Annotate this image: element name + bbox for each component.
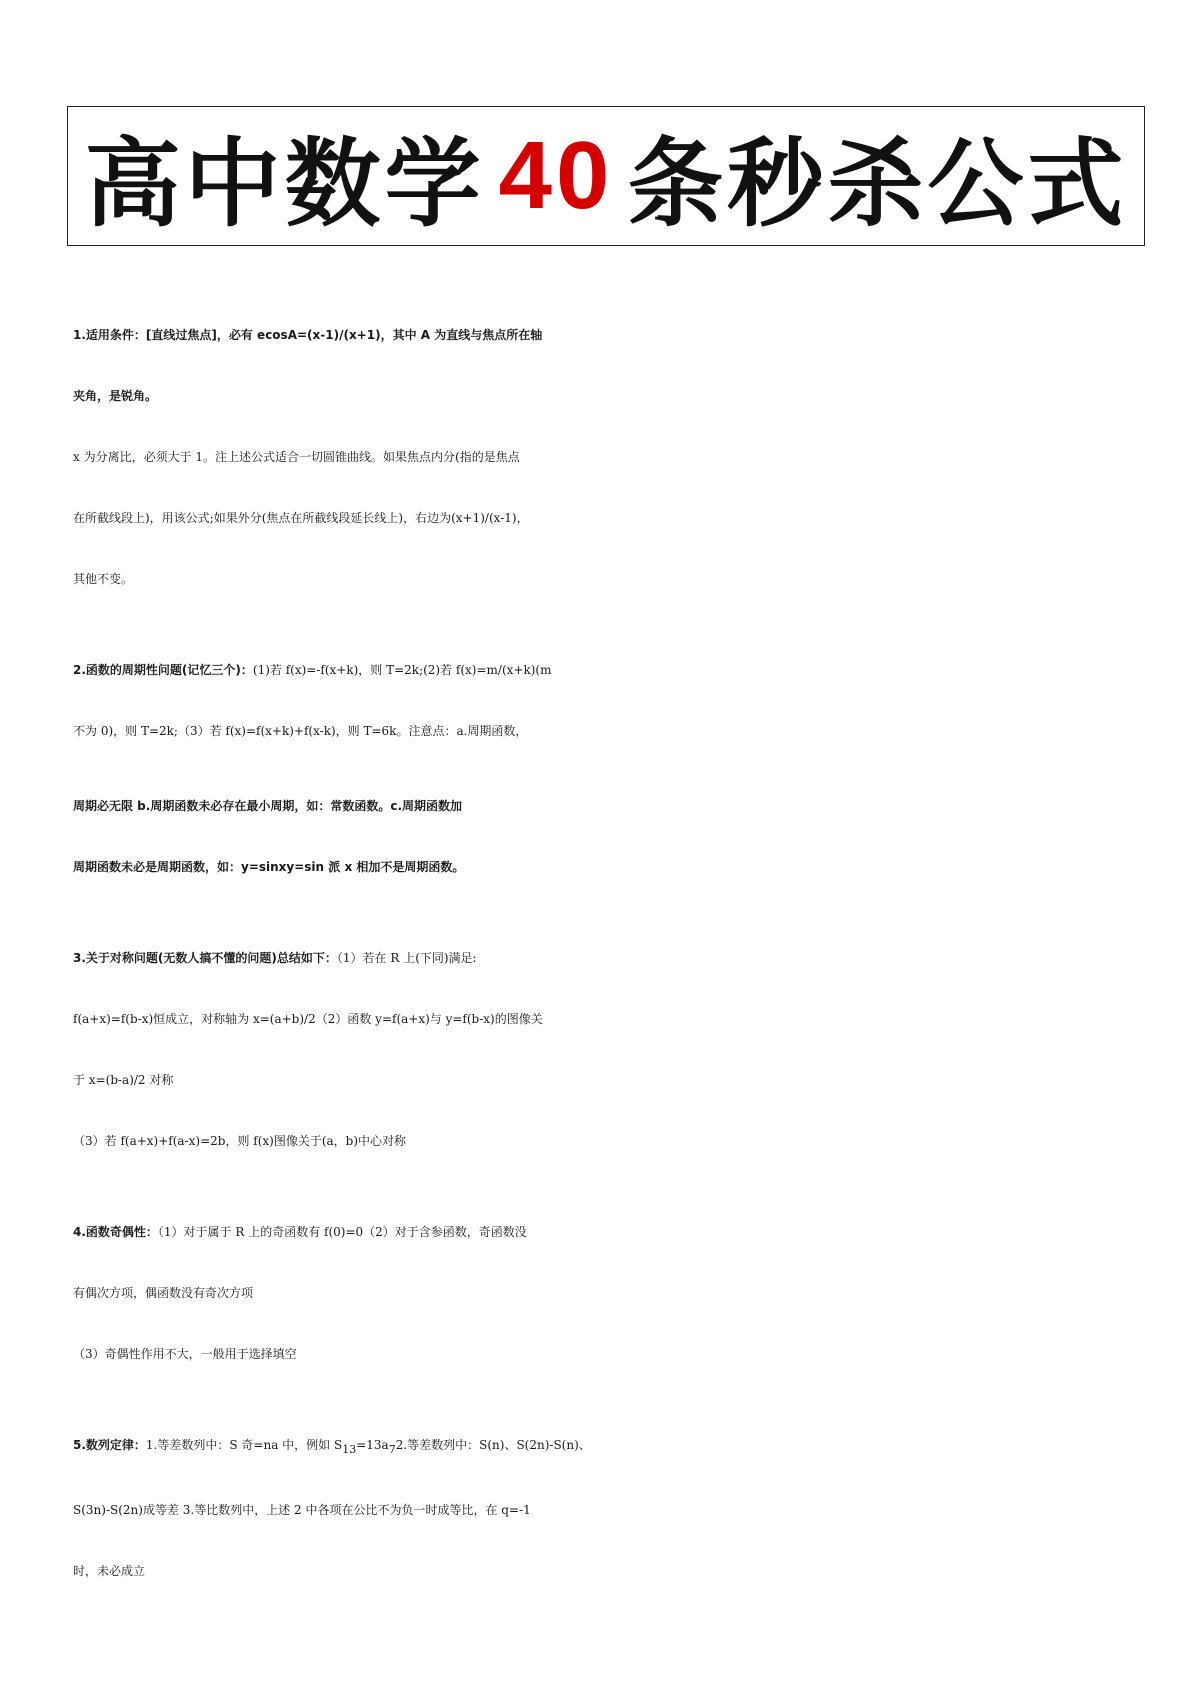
section-5-heading: 5.数列定律： [73,1438,146,1452]
section-2-heading: 2.函数的周期性问题(记忆三个)： [73,663,253,677]
title-suffix: 条秒杀公式 [627,127,1128,240]
section-5 [73,1415,1138,1602]
section-4-line-1 [73,1202,1138,1263]
section-1-heading-line-1: 1.适用条件：[直线过焦点]，必有 ecosA=(x-1)/(x+1)，其中 A 为直线与焦点所在轴 [73,328,543,342]
section-4-line-3: （3）奇偶性作用不大，一般用于选择填空 [73,1347,297,1361]
title-number: 40 [498,122,614,229]
section-5-line-3: 时，未必成立 [73,1564,146,1578]
section-4-heading: 4.函数奇偶性： [73,1225,158,1239]
section-4 [73,1202,1138,1385]
section-5-line-1 [73,1415,1138,1480]
page-title [67,106,1145,246]
section-2-line-1 [73,640,1138,701]
title-prefix: 高中数学 [84,127,485,240]
section-3-line-3: 于 x=(b-a)/2 对称 [73,1073,174,1087]
section-5-line-2: S(3n)-S(2n)成等差 3.等比数列中，上述 2 中各项在公比不为负一时成等比，在 q=-1 [73,1503,531,1517]
section-5-line-1-part-c: 2.等差数列中：S(n)、S(2n)-S(n)、 [395,1438,591,1452]
section-3-line-1 [73,928,1138,989]
section-1-body-line-3: 其他不变。 [73,572,134,586]
section-4-line-1-text: （1）对于属于 R 上的奇函数有 f(0)=0（2）对于含参函数，奇函数没 [157,1225,527,1239]
section-3-heading: 3.关于对称问题(无数人搞不懂的问题)总结如下： [73,951,337,965]
section-2-line-2: 不为 0)，则 T=2k;（3）若 f(x)=f(x+k)+f(x-k)，则 T=6k。注意点：a.周期函数， [73,724,528,738]
section-1-body-line-2: 在所截线段上)，用该公式;如果外分(焦点在所截线段延长线上)，右边为(x+1)/(x-1)， [73,511,529,525]
section-2-bold-line-1: 周期必无限 b.周期函数未必存在最小周期，如：常数函数。c.周期函数加 [73,799,463,813]
section-3-line-2: f(a+x)=f(b-x)恒成立，对称轴为 x=(a+b)/2（2）函数 y=f(a+x)与 y=f(b-x)的图像关 [73,1012,543,1026]
section-3-line-4: （3）若 f(a+x)+f(a-x)=2b，则 f(x)图像关于(a，b)中心对称 [73,1134,407,1148]
section-5-line-1-part-b: =13a [356,1438,389,1452]
formula-list [73,305,1138,1602]
section-5-subscript-7: 7 [388,1443,396,1456]
section-3-line-1-text: （1）若在 R 上(下同)满足: [336,951,477,965]
section-3 [73,928,1138,1172]
section-5-line-1-part-a: 1.等差数列中：S 奇=na 中，例如 S [145,1438,343,1452]
section-5-subscript-13: 13 [342,1443,357,1456]
section-2 [73,640,1138,898]
section-1-heading-line-2: 夹角，是锐角。 [73,389,158,403]
section-4-line-2: 有偶次方项，偶函数没有奇次方项 [73,1286,254,1300]
section-2-bold-line-2: 周期函数未必是周期函数，如：y=sinxy=sin 派 x 相加不是周期函数。 [73,860,465,874]
section-1-body-line-1: x 为分离比，必须大于 1。注上述公式适合一切圆锥曲线。如果焦点内分(指的是焦点 [73,450,520,464]
section-1 [73,305,1138,610]
section-2-line-1-text: (1)若 f(x)=-f(x+k)，则 T=2k;(2)若 f(x)=m/(x+k)(m [252,663,552,677]
